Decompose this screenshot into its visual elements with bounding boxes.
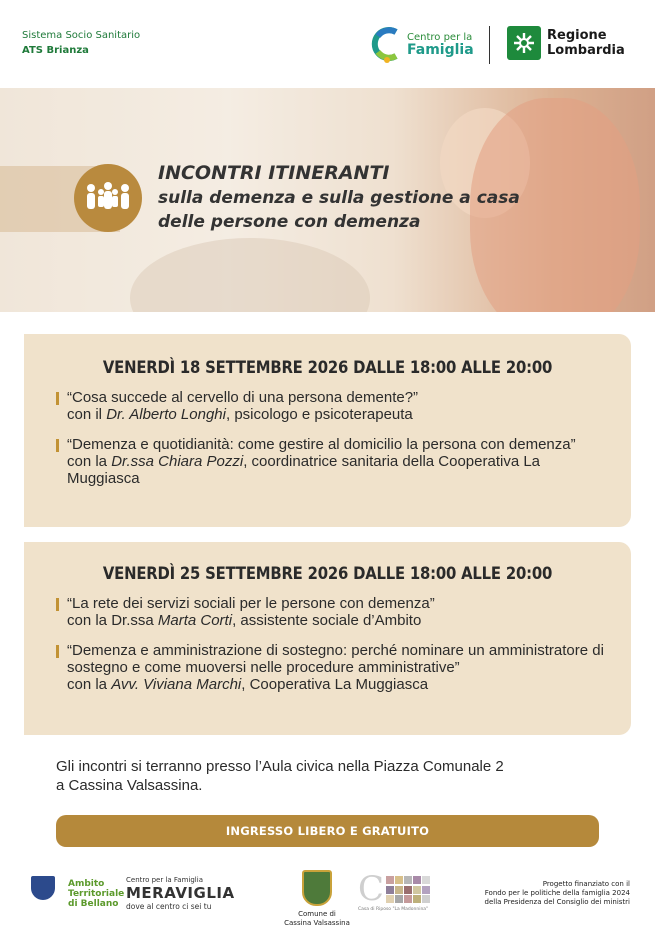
talk-item [56, 436, 611, 487]
talk-item [56, 389, 611, 423]
centro-famiglia-logo [370, 24, 474, 64]
casa-riposo-logo [358, 869, 444, 912]
speaker-name: Avv. Viviana Marchi [111, 676, 242, 693]
talk-speaker: con la Dr.ssa Chiara Pozzi, coordinatrice sanitaria della Cooperativa La Muggiasca [67, 453, 541, 487]
regione-lombardia-logo [507, 26, 625, 60]
hero-subtitle-line2: delle persone con demenza [158, 212, 421, 232]
talk-title: “La rete dei servizi sociali per le persone con demenza” [67, 595, 435, 612]
cpf-big-label: Famiglia [407, 42, 474, 58]
header-divider [489, 26, 490, 64]
hero-title: INCONTRI ITINERANTI [158, 162, 390, 184]
meraviglia-logo [126, 876, 235, 911]
ats-system-label: Sistema Socio Sanitario [22, 30, 141, 41]
merav-tagline: dove al centro ci sei tu [126, 902, 212, 911]
crest-icon [31, 876, 55, 900]
ats-name: ATS Brianza [22, 45, 89, 56]
talk-item [56, 642, 611, 693]
comune-crest-icon [302, 870, 332, 906]
region-name: Lombardia [547, 43, 625, 58]
talk-item [56, 595, 611, 629]
regione-rose-icon [507, 26, 541, 60]
talk-speaker: con la Avv. Viviana Marchi, Cooperativa La Muggiasca [67, 676, 429, 693]
speaker-name: Dr.ssa Chiara Pozzi [111, 453, 244, 470]
riposo-c-icon: C [358, 869, 385, 909]
hero-subtitle-line1: sulla demenza e sulla gestione a casa [158, 188, 520, 208]
merav-small-label: Centro per la Famiglia [126, 876, 203, 884]
speaker-name: Marta Corti [157, 612, 233, 629]
speaker-name: Dr. Alberto Longhi [106, 406, 226, 423]
free-entry-banner: INGRESSO LIBERO E GRATUITO [56, 815, 599, 847]
ats-brianza-logo [22, 28, 140, 58]
event-box-1 [24, 334, 631, 527]
riposo-squares-icon [386, 876, 430, 904]
funding-note: Progetto finanziato con il Fondo per le politiche della famiglia 2024 della Presidenza del Consiglio dei ministri [484, 880, 630, 906]
talk-title: “Demenza e quotidianità: come gestire al domicilio la persona con demenza” [67, 436, 576, 453]
hero-banner [0, 88, 655, 312]
talk-speaker: con la Dr.ssa Marta Corti, assistente sociale d’Ambito [67, 612, 422, 629]
talk-title: “Demenza e amministrazione di sostegno: perché nominare un amministratore di sostegno e come muoversi nelle procedure amministrative” [67, 642, 604, 676]
event-date: VENERDÌ 25 SETTEMBRE 2026 DALLE 18:00 ALLE 20:00 [102, 564, 553, 583]
merav-name: MERAVIGLIA [126, 884, 235, 902]
talk-title: “Cosa succede al cervello di una persona demente?” [67, 389, 419, 406]
venue-place: Aula civica nella Piazza Comunale 2 [261, 758, 504, 775]
cpf-small-label: Centro per la [407, 32, 473, 43]
region-word: Regione [547, 28, 607, 43]
talk-speaker: con il Dr. Alberto Longhi, psicologo e psicoterapeuta [67, 406, 413, 423]
event-date: VENERDÌ 18 SETTEMBRE 2026 DALLE 18:00 ALLE 20:00 [102, 358, 553, 377]
centro-famiglia-icon [370, 24, 402, 64]
venue-text: Gli incontri si terranno presso l’Aula civica nella Piazza Comunale 2 a Cassina Valsassina. [56, 758, 504, 794]
family-icon [74, 164, 142, 232]
event-box-2 [24, 542, 631, 735]
ambito-crest-logo [26, 876, 60, 912]
riposo-name: Casa di Riposo "La Madonnina" [358, 907, 429, 912]
comune-logo: Comune di Cassina Valsassina [282, 870, 352, 928]
ambito-bellano-logo: Ambito Territoriale di Bellano [68, 879, 125, 909]
